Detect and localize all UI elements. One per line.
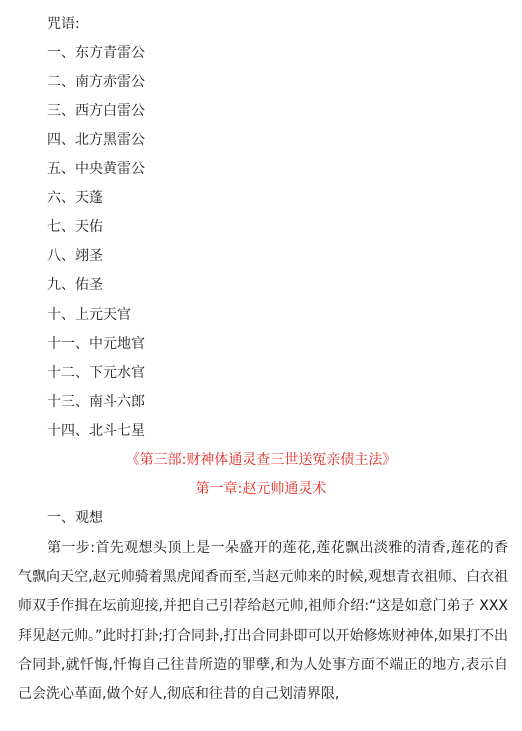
list-item: 三、西方白雷公	[47, 103, 145, 119]
list-item: 七、天佑	[47, 219, 103, 235]
list-item: 五、中央黄雷公	[47, 161, 145, 177]
list-item: 十二、下元水官	[47, 365, 145, 381]
list-item: 四、北方黑雷公	[47, 132, 145, 148]
list-item: 二、南方赤雷公	[47, 74, 145, 90]
chapter-title: 第一章:赵元帅通灵术	[195, 481, 327, 497]
list-item: 八、翊圣	[47, 248, 103, 264]
list-item: 十四、北斗七星	[47, 423, 145, 439]
part-title: 《第三部:财神体通灵查三世送冤亲债主法》	[125, 452, 397, 468]
list-item: 十一、中元地官	[47, 336, 145, 352]
list-item: 十三、南斗六郎	[47, 394, 145, 410]
section-heading: 一、观想	[47, 510, 103, 526]
list-item: 九、佑圣	[47, 277, 103, 293]
list-item: 一、东方青雷公	[47, 45, 145, 61]
list-item: 十、上元天官	[47, 307, 131, 323]
mantra-heading: 咒语:	[47, 16, 80, 32]
list-item: 六、天蓬	[47, 190, 103, 206]
step1-paragraph: 第一步:首先观想头顶上是一朵盛开的莲花,莲花飘出淡雅的清香,莲花的香气飘向天空,赵元帅骑着黑虎闻香而至,当赵元帅来的时候,观想青衣祖师、白衣祖师双手作揖在坛前迎接,并把自己引荐给赵元帅,祖师介绍:“这是如意门弟子 XXX 拜见赵元帅。”此时打卦;打合同卦,打出合同卦即可以开始修炼财神体,如果打不出合同卦,就忏悔,忏悔自己往昔所造的罪孽,和为人处事方面不端正的地方,表示自己会洗心革面,做个好人,彻底和往昔的自己划清界限,	[18, 540, 508, 703]
